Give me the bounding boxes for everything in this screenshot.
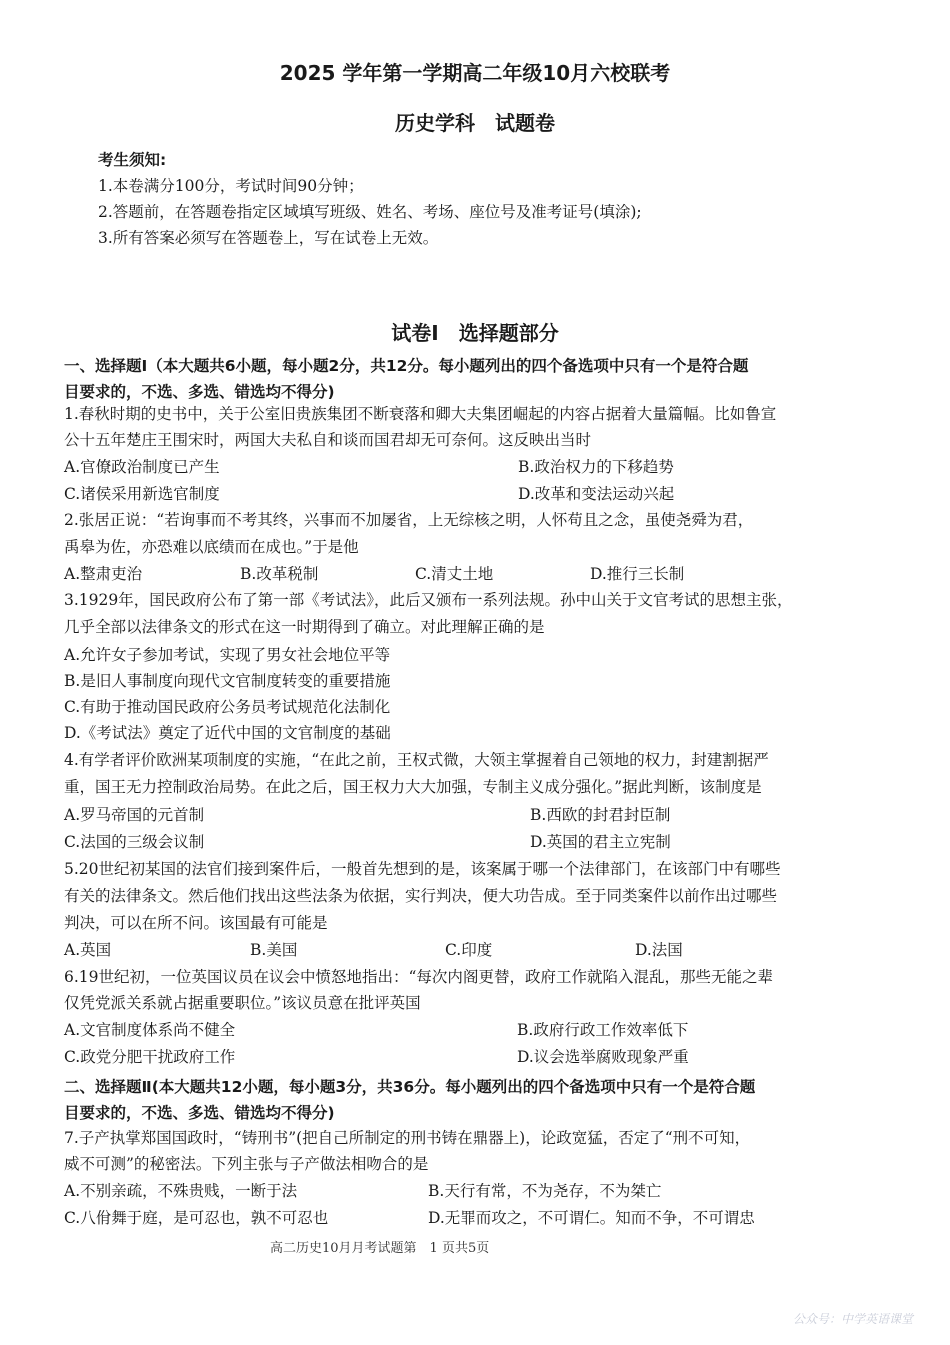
exam-title: 2025 学年第一学期高二年级10月六校联考 [279, 61, 671, 85]
question-stem: 2.张居正说：“若询事而不考其终，兴事而不加屡省，上无综核之明，人怀苟且之念，虽使尧舜为君， [64, 511, 754, 529]
question-stem: 4.有学者评价欧洲某项制度的实施，“在此之前，王权式微，大领主掌握着自己领地的权力，封建割据严 [64, 751, 769, 769]
question-stem: 重，国王无力控制政治局势。在此之后，国王权力大大加强，专制主义成分强化。”据此判断，该制度是 [64, 778, 762, 796]
page-footer: 高二历史10月月考试题第 1 页共5页 [270, 1241, 490, 1256]
question-stem: 公十五年楚庄王围宋时，两国大夫私自和谈而国君却无可奈何。这反映出当时 [64, 431, 592, 449]
option-b: B.改革税制 [240, 565, 319, 583]
option-a: A.整肃吏治 [64, 565, 143, 583]
option-b: B.政治权力的下移趋势 [518, 458, 674, 476]
option-c: C.法国的三级会议制 [64, 833, 205, 851]
section-heading: 目要求的，不选、多选、错选均不得分) [64, 383, 335, 401]
notice-heading: 考生须知: [98, 151, 167, 169]
watermark: 公众号：中学英语课堂 [793, 1312, 914, 1326]
option-b: B.美国 [250, 941, 298, 959]
option-a: A.官僚政治制度已产生 [64, 458, 220, 476]
question-stem: 威不可测”的秘密法。下列主张与子产做法相吻合的是 [64, 1155, 429, 1173]
option-b: B.西欧的封君封臣制 [530, 806, 671, 824]
question-stem: 6.19世纪初，一位英国议员在议会中愤怒地指出：“每次内阁更替，政府工作就陷入混乱，那些无能之辈 [64, 968, 773, 986]
option-d: D.英国的君主立宪制 [530, 833, 671, 851]
option-c: C.政党分肥干扰政府工作 [64, 1048, 236, 1066]
option-c: C.印度 [445, 941, 493, 959]
exam-subtitle: 历史学科 试题卷 [395, 111, 555, 135]
option-a: A.不别亲疏，不殊贵贱，一断于法 [64, 1182, 298, 1200]
option-c: C.诸侯采用新选官制度 [64, 485, 220, 503]
option-d: D.无罪而攻之，不可谓仁。知而不争，不可谓忠 [428, 1209, 755, 1227]
section-heading: 二、选择题Ⅱ(本大题共12小题，每小题3分，共36分。每小题列出的四个备选项中只有一个是符合题 [64, 1078, 756, 1096]
question-stem: 仅凭党派关系就占据重要职位。”该议员意在批评英国 [64, 994, 421, 1012]
option-d: D.《考试法》奠定了近代中国的文官制度的基础 [64, 724, 391, 742]
section-heading: 一、选择题Ⅰ（本大题共6小题，每小题2分，共12分。每小题列出的四个备选项中只有一个是符合题 [64, 357, 749, 375]
option-d: D.法国 [635, 941, 683, 959]
option-c: C.八佾舞于庭，是可忍也，孰不可忍也 [64, 1209, 329, 1227]
question-stem: 禹皋为佐，亦恐难以底绩而在成也。”于是他 [64, 538, 359, 556]
notice-item: 1.本卷满分100分，考试时间90分钟； [98, 177, 364, 195]
question-stem: 1.春秋时期的史书中，关于公室旧贵族集团不断衰落和卿大夫集团崛起的内容占据着大量篇幅。比如鲁宣 [64, 405, 777, 423]
part-title: 试卷Ⅰ 选择题部分 [391, 321, 559, 345]
option-a: A.允许女子参加考试，实现了男女社会地位平等 [64, 646, 391, 664]
option-b: B.政府行政工作效率低下 [517, 1021, 689, 1039]
question-stem: 判决，可以在所不问。该国最有可能是 [64, 914, 328, 932]
question-stem: 3.1929年，国民政府公布了第一部《考试法》，此后又颁布一系列法规。孙中山关于文官考试的思想主张， [64, 591, 793, 609]
option-a: A.文官制度体系尚不健全 [64, 1021, 236, 1039]
option-c: C.清丈土地 [415, 565, 494, 583]
question-stem: 7.子产执掌郑国国政时，“铸刑书”(把自己所制定的刑书铸在鼎器上)，论政宽猛，否定了“刑不可知， [64, 1129, 751, 1147]
option-d: D.议会选举腐败现象严重 [517, 1048, 689, 1066]
option-d: D.推行三长制 [590, 565, 685, 583]
option-b: B.天行有常，不为尧存，不为桀亡 [428, 1182, 662, 1200]
option-b: B.是旧人事制度向现代文官制度转变的重要措施 [64, 672, 391, 690]
option-d: D.改革和变法运动兴起 [518, 485, 675, 503]
section-heading: 目要求的，不选、多选、错选均不得分) [64, 1104, 335, 1122]
option-c: C.有助于推动国民政府公务员考试规范化法制化 [64, 698, 391, 716]
notice-item: 3.所有答案必须写在答题卷上，写在试卷上无效。 [98, 229, 439, 247]
option-a: A.英国 [64, 941, 112, 959]
question-stem: 有关的法律条文。然后他们找出这些法条为依据，实行判决，便大功告成。至于同类案件以前作出过哪些 [64, 887, 778, 905]
question-stem: 几乎全部以法律条文的形式在这一时期得到了确立。对此理解正确的是 [64, 618, 545, 636]
question-stem: 5.20世纪初某国的法官们接到案件后，一般首先想到的是，该案属于哪一个法律部门，在该部门中有哪些 [64, 860, 781, 878]
notice-item: 2.答题前，在答题卷指定区域填写班级、姓名、考场、座位号及准考证号(填涂); [98, 203, 642, 221]
option-a: A.罗马帝国的元首制 [64, 806, 205, 824]
